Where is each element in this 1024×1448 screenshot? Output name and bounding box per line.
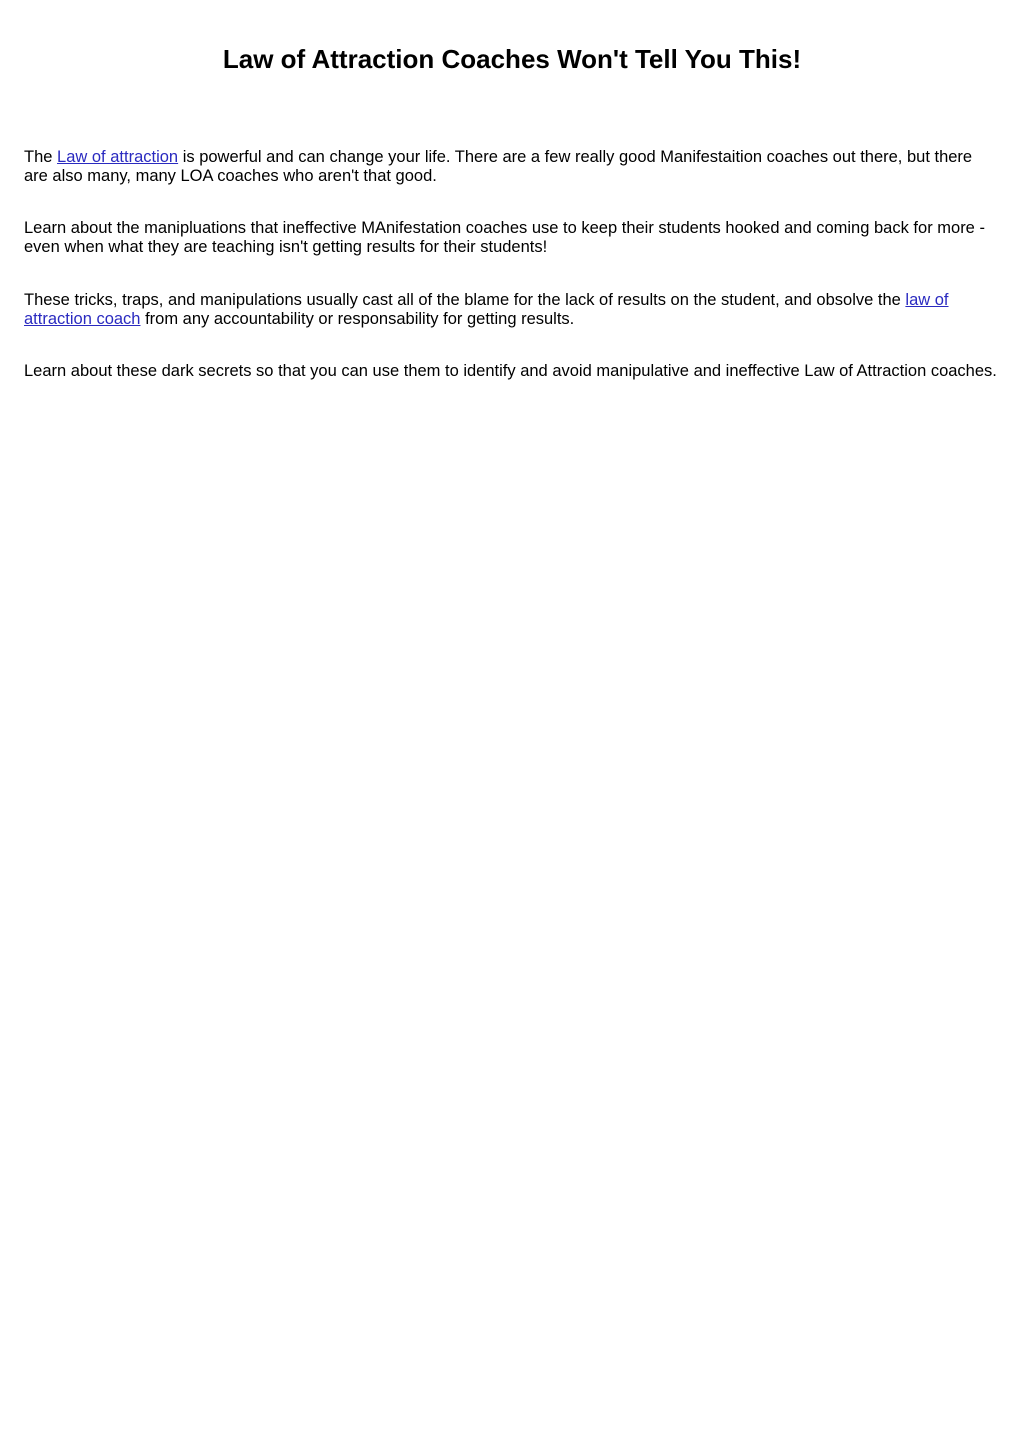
law-of-attraction-link[interactable]: Law of attraction [57, 148, 179, 166]
paragraph-tricks [24, 291, 1000, 329]
paragraph-intro [24, 148, 1000, 186]
paragraph-text: The [24, 148, 58, 166]
law-of-attraction-coach-link[interactable]: law of attraction coach [24, 291, 949, 328]
paragraph-text: from any accountability or responsability for getting results. [140, 310, 575, 328]
paragraph-text: These tricks, traps, and manipulations usually cast all of the blame for the lack of results on the student, and obsolve the [24, 291, 906, 309]
paragraph-dark-secrets: Learn about these dark secrets so that you can use them to identify and avoid manipulative and ineffective Law of Attraction coaches. [24, 362, 997, 380]
page-title: Law of Attraction Coaches Won't Tell You This! [222, 44, 802, 74]
paragraph-manipulations: Learn about the manipluations that ineffective MAnifestation coaches use to keep their students hooked and coming back for more - even when what they are teaching isn't getting results for their students! [24, 219, 985, 256]
paragraph-text: is powerful and can change your life. There are a few really good Manifestaition coaches out there, but there are also many, many LOA coaches who aren't that good. [24, 148, 973, 185]
